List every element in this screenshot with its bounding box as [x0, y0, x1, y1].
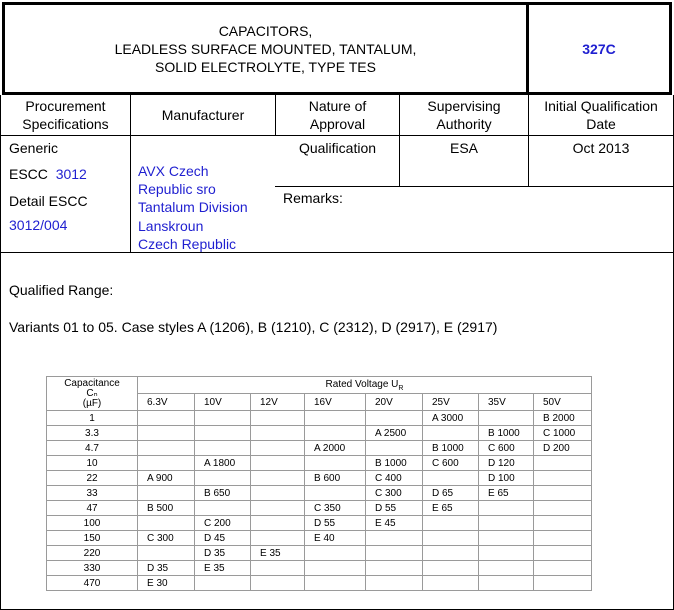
- case-esr-cell: [479, 531, 534, 546]
- rated-voltage-header: Rated Voltage $U_R$: [138, 377, 592, 394]
- case-esr-cell: [423, 576, 479, 591]
- initial-date-header: Initial Qualification Date: [544, 98, 658, 132]
- date-value: Oct 2013: [572, 140, 630, 156]
- nature-header: Nature of Approval: [308, 98, 367, 132]
- escc-prefix: ESCC: [9, 166, 48, 182]
- case-esr-cell: D 200: [534, 441, 592, 456]
- case-esr-cell: [479, 411, 534, 426]
- case-esr-cell: [195, 471, 251, 486]
- case-esr-cell: [305, 456, 366, 471]
- case-esr-cell: D 55: [366, 501, 423, 516]
- case-esr-cell: B 1000: [366, 456, 423, 471]
- case-esr-cell: [138, 411, 195, 426]
- case-esr-cell: C 300: [138, 531, 195, 546]
- case-esr-cell: A 3000: [423, 411, 479, 426]
- case-esr-cell: [479, 561, 534, 576]
- procurement-header: Procurement Specifications: [22, 98, 109, 132]
- case-esr-cell: D 35: [138, 561, 195, 576]
- case-esr-cell: [251, 426, 305, 441]
- capacitance-value: 100: [47, 516, 138, 531]
- manufacturer-name-line-5[interactable]: Czech Republic: [138, 236, 237, 252]
- case-esr-cell: E 30: [138, 576, 195, 591]
- capacitance-header: Capacitance Cₙ (µF): [47, 377, 138, 411]
- title-line-1: CAPACITORS,: [218, 22, 313, 39]
- case-esr-cell: [366, 531, 423, 546]
- table-row: [47, 426, 592, 441]
- case-esr-cell: [366, 576, 423, 591]
- case-esr-cell: E 35: [195, 561, 251, 576]
- table-row: [47, 411, 592, 426]
- case-esr-cell: B 650: [195, 486, 251, 501]
- case-esr-cell: E 65: [479, 486, 534, 501]
- manufacturer-name-line-4[interactable]: Lanskroun: [138, 218, 204, 234]
- case-esr-cell: [251, 516, 305, 531]
- table-row: [47, 516, 592, 531]
- table-row: [47, 576, 592, 591]
- case-esr-cell: [366, 546, 423, 561]
- table-row: [47, 531, 592, 546]
- escc-number-link[interactable]: 3012: [55, 166, 87, 182]
- case-esr-cell: B 1000: [479, 426, 534, 441]
- case-esr-cell: [195, 501, 251, 516]
- case-esr-cell: [534, 561, 592, 576]
- nature-value: Qualification: [298, 140, 377, 156]
- case-esr-cell: [479, 546, 534, 561]
- capacitance-value: 150: [47, 531, 138, 546]
- case-esr-cell: [423, 516, 479, 531]
- info-grid: [0, 95, 674, 253]
- case-esr-cell: C 600: [479, 441, 534, 456]
- case-esr-cell: [423, 546, 479, 561]
- capacitance-value: 47: [47, 501, 138, 516]
- manufacturer-header: Manufacturer: [161, 107, 245, 123]
- case-esr-cell: [251, 501, 305, 516]
- voltage-header-5: 25V: [423, 394, 479, 411]
- case-esr-cell: C 300: [366, 486, 423, 501]
- variants-text: Variants 01 to 05. Case styles A (1206), B (1210), C (2312), D (2917), E (2917): [9, 319, 498, 335]
- family-code: 327C: [582, 40, 616, 57]
- detail-number-link[interactable]: 3012/004: [9, 217, 68, 233]
- voltage-header-2: 12V: [251, 394, 305, 411]
- case-esr-cell: [534, 486, 592, 501]
- case-esr-cell: [195, 441, 251, 456]
- table-row: [47, 471, 592, 486]
- case-esr-cell: [479, 516, 534, 531]
- case-esr-cell: [534, 501, 592, 516]
- case-esr-cell: [423, 471, 479, 486]
- case-esr-cell: [534, 531, 592, 546]
- voltage-header-0: 6.3V: [138, 394, 195, 411]
- capacitance-value: 330: [47, 561, 138, 576]
- case-esr-cell: [366, 441, 423, 456]
- case-esr-cell: [534, 471, 592, 486]
- case-esr-cell: [305, 486, 366, 501]
- case-esr-cell: [423, 531, 479, 546]
- case-esr-cell: [251, 531, 305, 546]
- supervising-header: Supervising Authority: [427, 98, 501, 132]
- capacitance-value: 22: [47, 471, 138, 486]
- case-esr-cell: [534, 576, 592, 591]
- case-esr-cell: A 2000: [305, 441, 366, 456]
- case-esr-cell: B 500: [138, 501, 195, 516]
- voltage-header-7: 50V: [534, 394, 592, 411]
- capacitance-value: 10: [47, 456, 138, 471]
- case-esr-cell: [423, 561, 479, 576]
- case-esr-cell: A 1800: [195, 456, 251, 471]
- case-esr-cell: [423, 426, 479, 441]
- capacitance-voltage-table: [46, 376, 592, 591]
- table-row: [47, 486, 592, 501]
- case-esr-cell: [195, 411, 251, 426]
- case-esr-cell: C 400: [366, 471, 423, 486]
- capacitance-value: 3.3: [47, 426, 138, 441]
- case-esr-cell: [534, 516, 592, 531]
- table-row: [47, 561, 592, 576]
- title-line-2: LEADLESS SURFACE MOUNTED, TANTALUM,: [114, 40, 417, 57]
- header-box: [2, 2, 672, 95]
- table-row: [47, 441, 592, 456]
- table-row: [47, 546, 592, 561]
- table-row: [47, 456, 592, 471]
- voltage-header-1: 10V: [195, 394, 251, 411]
- case-esr-cell: C 1000: [534, 426, 592, 441]
- case-esr-cell: [305, 561, 366, 576]
- case-esr-cell: E 45: [366, 516, 423, 531]
- case-esr-cell: [138, 546, 195, 561]
- qualified-range-heading: Qualified Range:: [9, 282, 114, 298]
- case-esr-cell: C 350: [305, 501, 366, 516]
- case-esr-cell: B 1000: [423, 441, 479, 456]
- case-esr-cell: E 40: [305, 531, 366, 546]
- capacitance-value: 1: [47, 411, 138, 426]
- case-esr-cell: [305, 426, 366, 441]
- case-esr-cell: D 35: [195, 546, 251, 561]
- capacitance-value: 33: [47, 486, 138, 501]
- voltage-header-6: 35V: [479, 394, 534, 411]
- capacitance-value: 220: [47, 546, 138, 561]
- case-esr-cell: [138, 456, 195, 471]
- voltage-header-3: 16V: [305, 394, 366, 411]
- remarks-label: Remarks:: [283, 190, 343, 206]
- case-esr-cell: [534, 456, 592, 471]
- case-esr-cell: E 65: [423, 501, 479, 516]
- case-esr-cell: B 600: [305, 471, 366, 486]
- case-esr-cell: [366, 411, 423, 426]
- case-esr-cell: D 65: [423, 486, 479, 501]
- case-esr-cell: [305, 576, 366, 591]
- manufacturer-name-line-3[interactable]: Tantalum Division: [138, 199, 248, 215]
- title-line-3: SOLID ELECTROLYTE, TYPE TES: [155, 58, 376, 75]
- case-esr-cell: [251, 456, 305, 471]
- capacitance-rows: [47, 411, 592, 591]
- case-esr-cell: [195, 426, 251, 441]
- case-esr-cell: C 600: [423, 456, 479, 471]
- case-esr-cell: [195, 576, 251, 591]
- case-esr-cell: D 120: [479, 456, 534, 471]
- case-esr-cell: [138, 516, 195, 531]
- case-esr-cell: B 2000: [534, 411, 592, 426]
- generic-label: Generic: [9, 140, 59, 156]
- table-row: [47, 501, 592, 516]
- case-esr-cell: [138, 486, 195, 501]
- case-esr-cell: D 45: [195, 531, 251, 546]
- detail-label: Detail ESCC: [9, 193, 88, 209]
- case-esr-cell: [305, 546, 366, 561]
- case-esr-cell: [251, 471, 305, 486]
- case-esr-cell: A 2500: [366, 426, 423, 441]
- case-esr-cell: [138, 441, 195, 456]
- case-esr-cell: [305, 411, 366, 426]
- escc-line: [9, 165, 87, 183]
- manufacturer-name-line-2[interactable]: Republic sro: [138, 181, 216, 197]
- case-esr-cell: [479, 501, 534, 516]
- capacitance-value: 470: [47, 576, 138, 591]
- case-esr-cell: A 900: [138, 471, 195, 486]
- case-esr-cell: [138, 426, 195, 441]
- case-esr-cell: [251, 411, 305, 426]
- case-esr-cell: [366, 561, 423, 576]
- case-esr-cell: [534, 546, 592, 561]
- case-esr-cell: D 100: [479, 471, 534, 486]
- header-title: [5, 5, 529, 92]
- authority-value: ESA: [449, 140, 478, 156]
- case-esr-cell: [251, 576, 305, 591]
- case-esr-cell: E 35: [251, 546, 305, 561]
- case-esr-cell: D 55: [305, 516, 366, 531]
- case-esr-cell: [479, 576, 534, 591]
- case-esr-cell: C 200: [195, 516, 251, 531]
- case-esr-cell: [251, 486, 305, 501]
- capacitance-value: 4.7: [47, 441, 138, 456]
- case-esr-cell: [251, 561, 305, 576]
- manufacturer-name-line-1[interactable]: AVX Czech: [138, 163, 209, 179]
- voltage-header-4: 20V: [366, 394, 423, 411]
- case-esr-cell: [251, 441, 305, 456]
